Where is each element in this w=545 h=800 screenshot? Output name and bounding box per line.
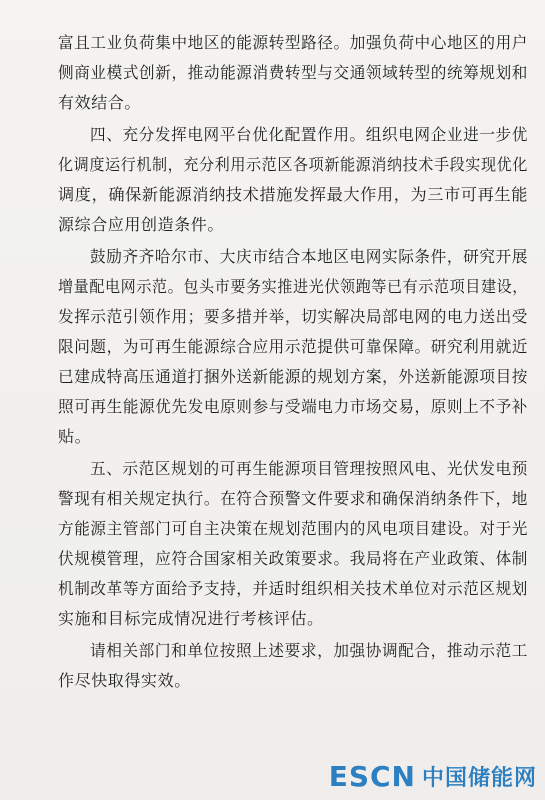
paragraph bbox=[58, 242, 528, 452]
text-line: 四、充分发挥电网平台优化配置作用。组织电网企业进一步优 bbox=[90, 125, 528, 144]
text-line: 侧商业模式创新，推动能源消费转型与交通领域转型的统筹规划和 bbox=[58, 63, 528, 82]
paragraph bbox=[58, 28, 528, 118]
text-line: 实施和目标完成情况进行考核评估。 bbox=[58, 609, 324, 628]
text-line: 作尽快取得实效。 bbox=[58, 671, 191, 690]
text-line: 警现有相关规定执行。在符合预警文件要求和确保消纳条件下，地 bbox=[58, 489, 528, 508]
text-line: 鼓励齐齐哈尔市、大庆市结合本地区电网实际条件，研究开展 bbox=[90, 247, 528, 266]
text-line: 发挥示范引领作用；要多措并举，切实解决局部电网的电力送出受 bbox=[58, 307, 528, 326]
watermark-chinese-text: 中国储能网 bbox=[421, 765, 537, 791]
watermark-latin-text: ESCN bbox=[328, 759, 416, 793]
text-line: 伏规模管理，应符合国家相关政策要求。我局将在产业政策、体制 bbox=[58, 549, 528, 568]
text-line: 增量配电网示范。包头市要务实推进光伏领跑等已有示范项目建设， bbox=[58, 277, 528, 296]
watermark-logo bbox=[329, 756, 537, 796]
text-line: 有效结合。 bbox=[58, 93, 142, 112]
text-line: 机制改革等方面给予支持，并适时组织相关技术单位对示范区规划 bbox=[58, 579, 528, 598]
text-line: 限问题，为可再生能源综合应用示范提供可靠保障。研究利用就近 bbox=[58, 337, 528, 356]
paragraph bbox=[58, 454, 528, 634]
document-body bbox=[58, 28, 528, 696]
text-line: 方能源主管部门可自主决策在规划范围内的风电项目建设。对于光 bbox=[58, 519, 528, 538]
text-line: 已建成特高压通道打捆外送新能源的规划方案，外送新能源项目按 bbox=[58, 367, 528, 386]
text-line: 五、示范区规划的可再生能源项目管理按照风电、光伏发电预 bbox=[90, 459, 528, 478]
text-line: 调度，确保新能源消纳技术措施发挥最大作用，为三市可再生能 bbox=[58, 185, 529, 204]
text-line: 照可再生能源优先发电原则参与受端电力市场交易，原则上不予补 bbox=[58, 397, 528, 416]
text-line: 化调度运行机制，充分利用示范区各项新能源消纳技术手段实现优化 bbox=[58, 155, 528, 174]
text-line: 贴。 bbox=[58, 427, 92, 446]
text-line: 请相关部门和单位按照上述要求，加强协调配合，推动示范工 bbox=[90, 641, 528, 660]
paragraph bbox=[58, 120, 528, 240]
paragraph bbox=[58, 636, 528, 696]
text-line: 源综合应用创造条件。 bbox=[58, 215, 225, 234]
text-line: 富且工业负荷集中地区的能源转型路径。加强负荷中心地区的用户 bbox=[58, 33, 528, 52]
